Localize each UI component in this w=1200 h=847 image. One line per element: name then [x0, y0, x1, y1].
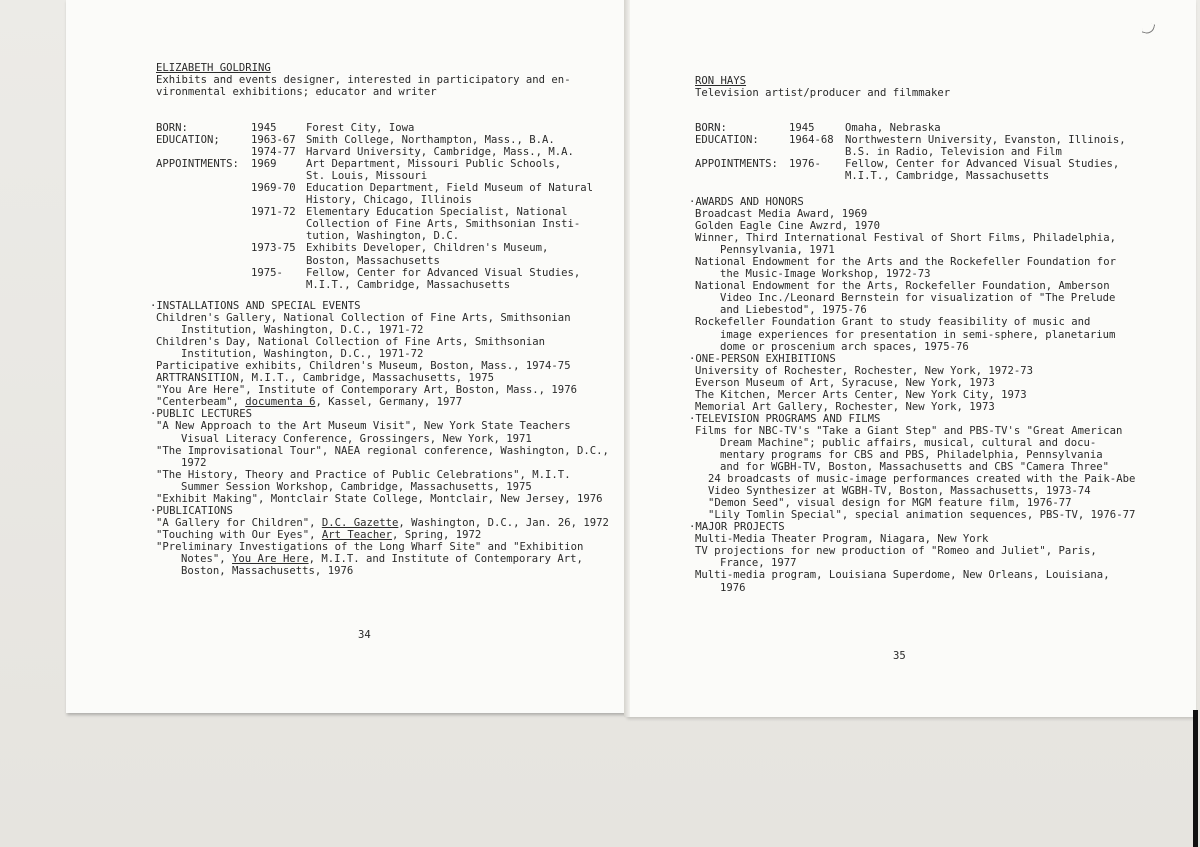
book-gutter — [624, 0, 630, 717]
list-item — [695, 377, 1135, 389]
bio-detail: Forest City, Iowa — [306, 122, 415, 134]
scan-edge-shadow — [1193, 710, 1198, 847]
entry-line: dome or proscenium arch spaces, 1975-76 — [720, 340, 969, 353]
entry-line: The Kitchen, Mercer Arts Center, New York City, 1973 — [695, 388, 1027, 401]
bio-year: 1945 — [789, 122, 815, 134]
bio-detail: Harvard University, Cambridge, Mass., M.A. — [306, 146, 574, 159]
entry-text: , Washington, D.C., Jan. 26, 1972 — [398, 516, 609, 529]
bio-year: 1969 — [251, 158, 277, 171]
bio-label — [156, 194, 251, 206]
bio-row — [156, 206, 593, 218]
bio-year: 1945 — [251, 122, 277, 134]
bio-year: 1976- — [789, 158, 821, 171]
entry-line: Institution, Washington, D.C., 1971-72 — [181, 324, 424, 337]
list-item — [156, 372, 609, 384]
list-item — [695, 389, 1135, 401]
entry-line: 1976 — [720, 581, 746, 594]
profile-name: RON HAYS — [695, 75, 747, 87]
entry-line: Broadcast Media Award, 1969 — [695, 208, 868, 221]
bio-year: 1971-72 — [251, 206, 296, 219]
bio-row — [156, 230, 593, 242]
bio-row — [156, 218, 593, 230]
entry-line: Institution, Washington, D.C., 1971-72 — [181, 348, 424, 361]
bio-label: APPOINTMENTS: — [156, 158, 239, 171]
bio-label — [156, 146, 251, 158]
entry-line: Multi-media program, Louisiana Superdome, New Orleans, Louisiana, — [695, 569, 1110, 582]
bio-detail: tution, Washington, D.C. — [306, 230, 460, 243]
bio-detail: Education Department, Field Museum of Natural — [306, 182, 594, 195]
entry-text: "A Gallery for Children", — [156, 516, 322, 529]
entry-line: University of Rochester, Rochester, New York, 1972-73 — [695, 364, 1034, 377]
bio-year: 1975- — [251, 266, 283, 279]
underlined-title: D.C. Gazette — [321, 516, 399, 529]
bio-detail: M.I.T., Cambridge, Massachusetts — [845, 170, 1050, 183]
underlined-title: Art Teacher — [321, 528, 392, 541]
page-number: 34 — [358, 629, 371, 641]
list-item — [695, 208, 1135, 220]
list-item — [695, 473, 1135, 497]
right-profile-header — [695, 75, 950, 99]
bio-year: 1973-75 — [251, 242, 296, 255]
bio-label — [156, 242, 251, 254]
bio-label — [156, 230, 251, 242]
bio-year — [251, 230, 306, 242]
bio-detail: Smith College, Northampton, Mass., B.A. — [306, 134, 555, 147]
bio-row — [695, 134, 1126, 146]
list-item — [695, 569, 1135, 593]
entry-line: Rockefeller Foundation Grant to study feasibility of music and — [695, 316, 1091, 329]
profile-role-line: Television artist/producer and filmmaker — [695, 87, 951, 100]
bio-row — [156, 267, 593, 279]
bio-label — [156, 218, 251, 230]
left-sections — [150, 300, 609, 578]
entry-line: Video Inc./Leonard Bernstein for visualization of "The Prelude — [720, 292, 1116, 305]
right-bio-table — [695, 122, 1126, 182]
list-item — [695, 220, 1135, 232]
entry-text: "Centerbeam", — [156, 396, 246, 409]
entry-line: "The History, Theory and Practice of Public Celebrations", M.I.T. — [156, 468, 571, 481]
entry-line: image experiences for presentation in semi-sphere, planetarium — [720, 328, 1116, 341]
bio-row — [156, 242, 593, 254]
bio-label: APPOINTMENTS: — [695, 158, 778, 171]
section-heading: ·AWARDS AND HONORS — [689, 196, 804, 208]
bio-label — [156, 206, 251, 218]
bio-row — [156, 146, 593, 158]
entry-text: , Kassel, Germany, 1977 — [315, 396, 463, 409]
entry-line: ARTTRANSITION, M.I.T., Cambridge, Massachusetts, 1975 — [156, 372, 495, 385]
bio-label — [156, 170, 251, 182]
bio-label: BORN: — [695, 122, 727, 134]
bio-year — [251, 218, 306, 230]
bio-year: 1974-77 — [251, 146, 296, 159]
entry-line: Everson Museum of Art, Syracuse, New York, 1973 — [695, 376, 995, 389]
entry-line: the Music-Image Workshop, 1972-73 — [720, 268, 931, 281]
entry-line: Memorial Art Gallery, Rochester, New York, 1973 — [695, 400, 995, 413]
entry-line: "Exhibit Making", Montclair State College, Montclair, New Jersey, 1976 — [156, 492, 603, 505]
left-bio-table — [156, 122, 593, 291]
bio-row — [156, 134, 593, 146]
bio-detail: M.I.T., Cambridge, Massachusetts — [306, 278, 511, 291]
bio-detail: Fellow, Center for Advanced Visual Studies, — [845, 158, 1120, 171]
entry-line: mentary programs for CBS and PBS, Philadelphia, Pennsylvania — [720, 448, 1103, 461]
entry-line: Participative exhibits, Children's Museum, Boston, Mass., 1974-75 — [156, 360, 571, 373]
entry-line — [156, 553, 609, 565]
list-item — [695, 509, 1135, 521]
bio-row — [695, 158, 1126, 170]
entry-line: Visual Literacy Conference, Grossingers, New York, 1971 — [181, 432, 532, 445]
bio-row — [695, 146, 1126, 158]
entry-line: 1972 — [181, 456, 207, 469]
page-number: 35 — [893, 650, 906, 662]
bio-year — [251, 255, 306, 267]
entry-line — [156, 396, 609, 408]
list-item — [695, 425, 1135, 473]
entry-line: "Lily Tomlin Special", special animation sequences, PBS-TV, 1976-77 — [708, 509, 1136, 522]
list-item — [156, 445, 609, 469]
bio-label: EDUCATION: — [695, 134, 759, 147]
section-heading: ·INSTALLATIONS AND SPECIAL EVENTS — [150, 300, 361, 312]
bio-detail: Northwestern University, Evanston, Illinois, — [845, 134, 1126, 147]
bio-label — [695, 170, 789, 182]
section-heading: ·PUBLIC LECTURES — [150, 408, 253, 421]
entry-line: "You Are Here", Institute of Contemporary Art, Boston, Mass., 1976 — [156, 384, 577, 397]
left-profile-header — [156, 62, 571, 98]
bio-year — [789, 146, 845, 158]
bio-label — [156, 279, 251, 291]
entry-line: Dream Machine"; public affairs, musical, cultural and docu- — [720, 436, 1097, 449]
bio-row — [156, 279, 593, 291]
list-item — [695, 497, 1135, 509]
entry-line: Children's Day, National Collection of Fine Arts, Smithsonian — [156, 336, 546, 349]
bio-detail: Omaha, Nebraska — [845, 122, 941, 134]
entry-line: Films for NBC-TV's "Take a Giant Step" and PBS-TV's "Great American — [695, 424, 1123, 437]
entry-text: , Spring, 1972 — [392, 528, 482, 541]
list-item — [156, 360, 609, 372]
list-item — [156, 541, 609, 553]
entry-text: , M.I.T. and Institute of Contemporary Art, — [308, 552, 583, 565]
entry-line: Video Synthesizer at WGBH-TV, Boston, Massachusetts, 1973-74 — [708, 485, 1091, 498]
bio-year: 1964-68 — [789, 134, 834, 147]
list-item — [695, 401, 1135, 413]
entry-line — [156, 517, 609, 529]
entry-line: Pennsylvania, 1971 — [720, 244, 835, 257]
bio-label: EDUCATION; — [156, 134, 220, 147]
entry-line: TV projections for new production of "Romeo and Juliet", Paris, — [695, 545, 1097, 558]
bio-row — [156, 194, 593, 206]
list-item — [695, 280, 1135, 316]
entry-line: "A New Approach to the Art Museum Visit", New York State Teachers — [156, 420, 571, 433]
bio-row — [156, 182, 593, 194]
bio-detail: History, Chicago, Illinois — [306, 194, 472, 207]
list-item — [156, 336, 609, 360]
bio-label: BORN: — [156, 122, 188, 134]
list-item — [156, 469, 609, 493]
underlined-title: You Are Here — [232, 552, 309, 565]
entry-line: and Liebestod", 1975-76 — [720, 304, 867, 317]
bio-year — [789, 170, 845, 182]
section-heading: ·TELEVISION PROGRAMS AND FILMS — [689, 412, 881, 425]
bio-year — [251, 279, 306, 291]
list-item — [156, 312, 609, 336]
list-item — [695, 232, 1135, 256]
bio-row — [156, 255, 593, 267]
section-heading: ·PUBLICATIONS — [150, 504, 233, 517]
list-item — [695, 545, 1135, 569]
bio-year: 1963-67 — [251, 134, 296, 147]
bio-label — [156, 182, 251, 194]
entry-line: and for WGBH-TV, Boston, Massachusetts and CBS "Camera Three" — [720, 461, 1110, 474]
bio-detail: Elementary Education Specialist, National — [306, 206, 568, 219]
entry-line: Summer Session Workshop, Cambridge, Massachusetts, 1975 — [181, 480, 532, 493]
entry-line: National Endowment for the Arts, Rockefeller Foundation, Amberson — [695, 280, 1110, 293]
bio-year: 1969-70 — [251, 182, 296, 195]
list-item — [156, 553, 609, 565]
right-sections — [689, 196, 1136, 594]
entry-line: National Endowment for the Arts and the Rockefeller Foundation for — [695, 256, 1116, 269]
bio-label — [695, 146, 789, 158]
entry-line: "Preliminary Investigations of the Long Wharf Site" and "Exhibition — [156, 540, 584, 553]
bio-detail: Art Department, Missouri Public Schools, — [306, 158, 562, 171]
bio-label — [156, 255, 251, 267]
entry-line: Golden Eagle Cine Awzrd, 1970 — [695, 220, 880, 233]
profile-name: ELIZABETH GOLDRING — [156, 62, 271, 74]
list-item — [156, 529, 609, 541]
bio-row — [156, 158, 593, 170]
list-item — [695, 365, 1135, 377]
bio-year — [251, 194, 306, 206]
entry-line: "The Improvisational Tour", NAEA regional conference, Washington, D.C., — [156, 444, 609, 457]
profile-role-line: Exhibits and events designer, interested in participatory and en- — [156, 74, 571, 87]
list-item — [695, 256, 1135, 280]
list-item — [695, 533, 1135, 545]
list-item — [156, 384, 609, 396]
entry-line: Multi-Media Theater Program, Niagara, New York — [695, 533, 989, 546]
section-heading: ·MAJOR PROJECTS — [689, 521, 785, 534]
entry-line: Winner, Third International Festival of Short Films, Philadelphia, — [695, 232, 1116, 245]
list-item — [156, 420, 609, 444]
bio-detail: Exhibits Developer, Children's Museum, — [306, 242, 549, 255]
entry-text: "Touching with Our Eyes", — [156, 528, 322, 541]
bio-label — [156, 267, 251, 279]
section-heading: ·ONE-PERSON EXHIBITIONS — [689, 352, 836, 365]
list-item — [156, 565, 609, 577]
list-item — [695, 316, 1135, 352]
list-item — [156, 517, 609, 529]
bio-row — [156, 170, 593, 182]
entry-line: "Demon Seed", visual design for MGM feature film, 1976-77 — [708, 497, 1072, 510]
bio-detail: St. Louis, Missouri — [306, 170, 428, 183]
entry-text: Notes", — [181, 552, 233, 565]
list-item — [156, 396, 609, 408]
bio-row — [695, 122, 1126, 134]
bio-row — [156, 122, 593, 134]
bio-detail: Fellow, Center for Advanced Visual Studies, — [306, 266, 581, 279]
entry-line — [156, 529, 609, 541]
profile-role-line: vironmental exhibitions; educator and writer — [156, 86, 437, 99]
underlined-title: documenta 6 — [245, 396, 316, 409]
bio-detail: Boston, Massachusetts — [306, 254, 440, 267]
bio-detail: B.S. in Radio, Television and Film — [845, 146, 1062, 159]
bio-detail: Collection of Fine Arts, Smithsonian Insti- — [306, 218, 581, 231]
bio-row — [695, 170, 1126, 182]
bio-year — [251, 170, 306, 182]
entry-line: Boston, Massachusetts, 1976 — [181, 565, 354, 578]
list-item — [156, 493, 609, 505]
entry-line: France, 1977 — [720, 557, 797, 570]
entry-line: 24 broadcasts of music-image performances created with the Paik-Abe — [708, 473, 1136, 486]
entry-line: Children's Gallery, National Collection of Fine Arts, Smithsonian — [156, 312, 571, 325]
